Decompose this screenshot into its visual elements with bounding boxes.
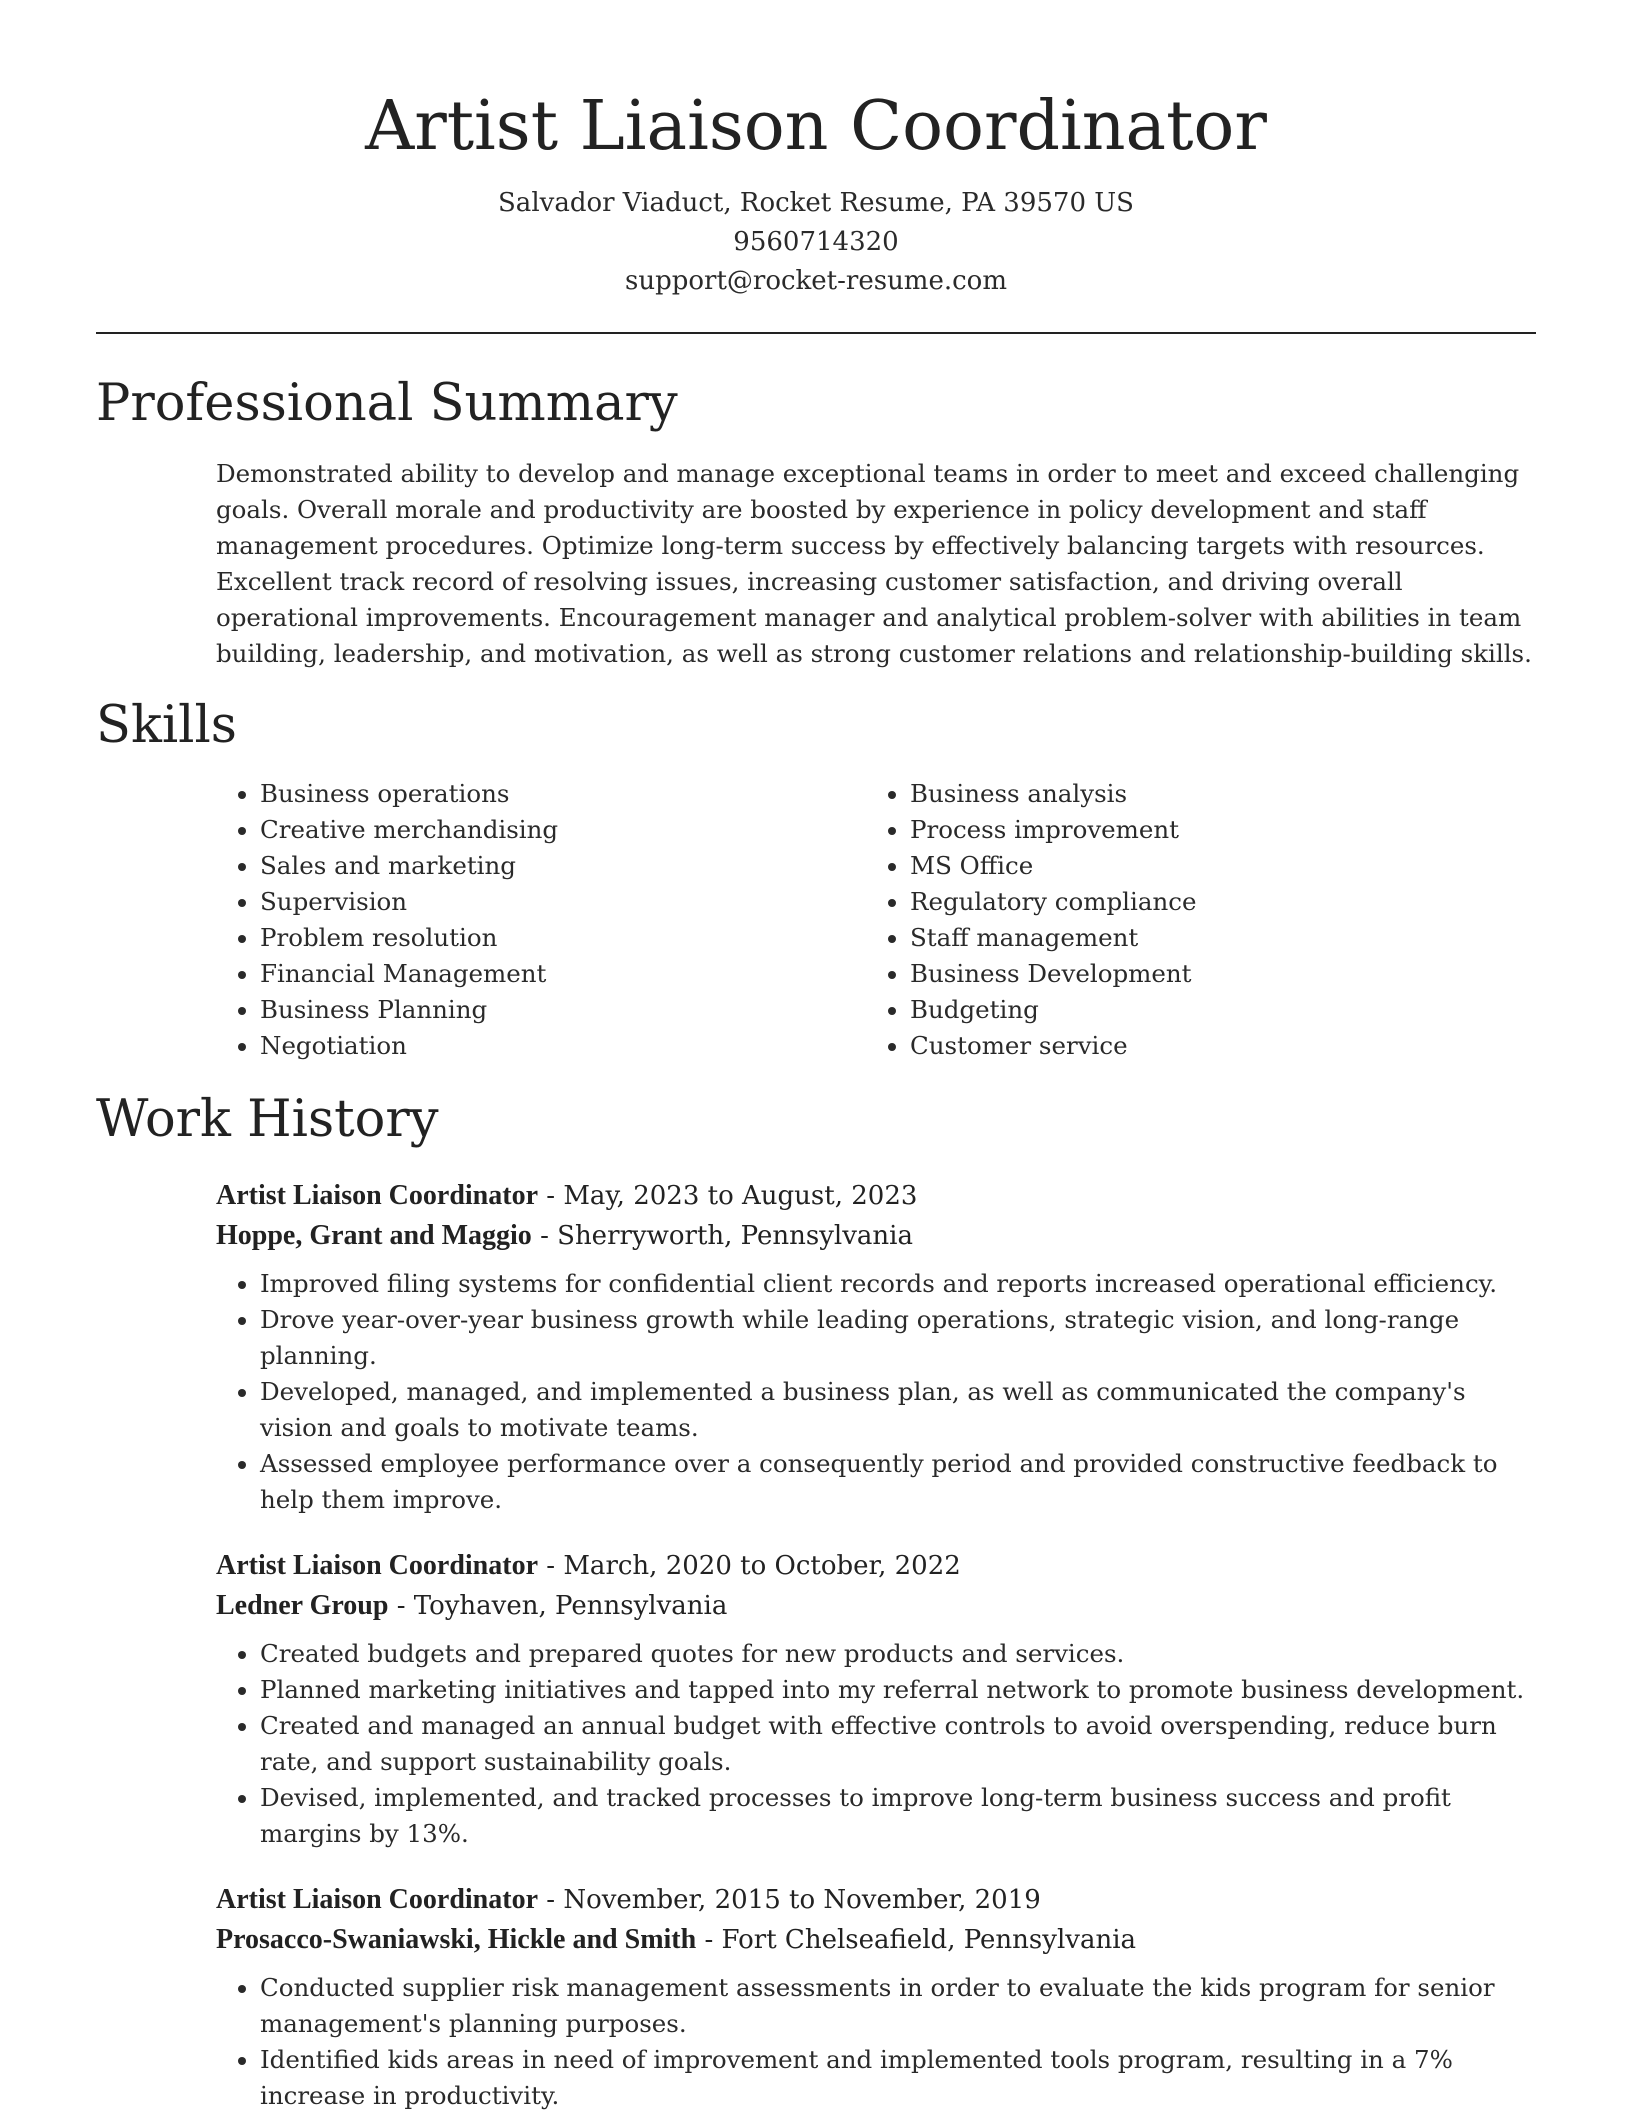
summary-body — [216, 456, 1536, 672]
job-role: Artist Liaison Coordinator — [216, 1550, 538, 1581]
job-bullet: • Assessed employee performance over a consequently period and provided constructive feedback to help them improve. — [260, 1446, 1536, 1518]
contact-block — [96, 184, 1536, 301]
skill-item: • Business operations — [260, 776, 866, 812]
job-bullet: • Identified kids areas in need of improvement and implemented tools program, resulting in a 7% increase in productivity. — [260, 2042, 1536, 2114]
skill-item: • MS Office — [910, 848, 1516, 884]
job-dates: - March, 2020 to October, 2022 — [538, 1551, 961, 1581]
summary-heading: Professional Summary — [96, 374, 678, 433]
job-bullet: • Conducted supplier risk management assessments in order to evaluate the kids program for senior management's planning purposes. — [260, 1970, 1536, 2042]
skills-section — [96, 694, 1536, 1064]
job-company-line — [216, 1920, 1536, 1960]
skills-grid — [216, 776, 1536, 1064]
skill-item: • Customer service — [910, 1028, 1516, 1064]
work-history-section — [96, 1088, 1536, 2114]
job-role: Artist Liaison Coordinator — [216, 1180, 538, 1211]
job-entry — [216, 1546, 1536, 1852]
job-bullet: • Created budgets and prepared quotes for new products and services. — [260, 1636, 1536, 1672]
skill-item: • Budgeting — [910, 992, 1516, 1028]
skill-item: • Business Planning — [260, 992, 866, 1028]
job-dates: - May, 2023 to August, 2023 — [538, 1181, 918, 1211]
job-company-line — [216, 1216, 1536, 1256]
work-history-heading: Work History — [96, 1090, 439, 1149]
job-location: - Toyhaven, Pennsylvania — [388, 1591, 728, 1621]
job-title-line — [216, 1176, 1536, 1216]
job-company: Prosacco-Swaniawski, Hickle and Smith — [216, 1924, 697, 1955]
resume-page — [96, 0, 1536, 2114]
resume-header — [96, 0, 1536, 301]
job-location: - Fort Chelseafield, Pennsylvania — [696, 1925, 1137, 1955]
skill-item: • Business Development — [910, 956, 1516, 992]
skills-list-left — [216, 776, 866, 1064]
summary-section — [96, 372, 1536, 672]
job-bullet: • Created and managed an annual budget with effective controls to avoid overspending, reduce burn rate, and support sustainability goals. — [260, 1708, 1536, 1780]
job-entry — [216, 1880, 1536, 2114]
skills-list-right — [866, 776, 1516, 1064]
contact-email: support@rocket-resume.com — [624, 266, 1007, 296]
skill-item: • Sales and marketing — [260, 848, 866, 884]
job-bullet: • Drove year-over-year business growth while leading operations, strategic vision, and long-range planning. — [260, 1302, 1536, 1374]
job-entry — [216, 1176, 1536, 1518]
job-company-line — [216, 1586, 1536, 1626]
skill-item: • Process improvement — [910, 812, 1516, 848]
skill-item: • Regulatory compliance — [910, 884, 1516, 920]
job-dates: - November, 2015 to November, 2019 — [538, 1885, 1041, 1915]
skill-item: • Financial Management — [260, 956, 866, 992]
skill-item: • Problem resolution — [260, 920, 866, 956]
job-bullet-list — [216, 1636, 1536, 1852]
resume-name: Artist Liaison Coordinator — [365, 87, 1267, 166]
job-bullet: • Devised, implemented, and tracked processes to improve long-term business success and profit margins by 13%. — [260, 1780, 1536, 1852]
summary-text: Demonstrated ability to develop and manage exceptional teams in order to meet and exceed challenging goals. Overall morale and productivity are boosted by experience in policy development and staff management procedures. Optimize long-term success by effectively balancing targets with resources. Excellent track record of resolving issues, increasing customer satisfaction, and driving overall operational improvements. Encouragement manager and analytical problem-solver with abilities in team building, leadership, and motivation, as well as strong customer relations and relationship-building skills. — [216, 459, 1532, 668]
skill-item: • Business analysis — [910, 776, 1516, 812]
job-role: Artist Liaison Coordinator — [216, 1884, 538, 1915]
header-divider — [96, 332, 1536, 334]
skill-item: • Negotiation — [260, 1028, 866, 1064]
skill-item: • Creative merchandising — [260, 812, 866, 848]
job-bullet: • Developed, managed, and implemented a business plan, as well as communicated the company's vision and goals to motivate teams. — [260, 1374, 1536, 1446]
contact-phone: 9560714320 — [733, 227, 899, 257]
job-title-line — [216, 1546, 1536, 1586]
job-title-line — [216, 1880, 1536, 1920]
contact-address: Salvador Viaduct, Rocket Resume, PA 39570 US — [498, 188, 1134, 218]
job-bullet: • Planned marketing initiatives and tapped into my referral network to promote business development. — [260, 1672, 1536, 1708]
job-bullet-list — [216, 1970, 1536, 2114]
skill-item: • Supervision — [260, 884, 866, 920]
skill-item: • Staff management — [910, 920, 1516, 956]
job-location: - Sherryworth, Pennsylvania — [531, 1221, 913, 1251]
job-company: Ledner Group — [216, 1590, 389, 1621]
skills-heading: Skills — [96, 696, 237, 755]
job-bullet: • Improved filing systems for confidential client records and reports increased operational efficiency. — [260, 1266, 1536, 1302]
job-company: Hoppe, Grant and Maggio — [216, 1220, 532, 1251]
job-bullet-list — [216, 1266, 1536, 1518]
